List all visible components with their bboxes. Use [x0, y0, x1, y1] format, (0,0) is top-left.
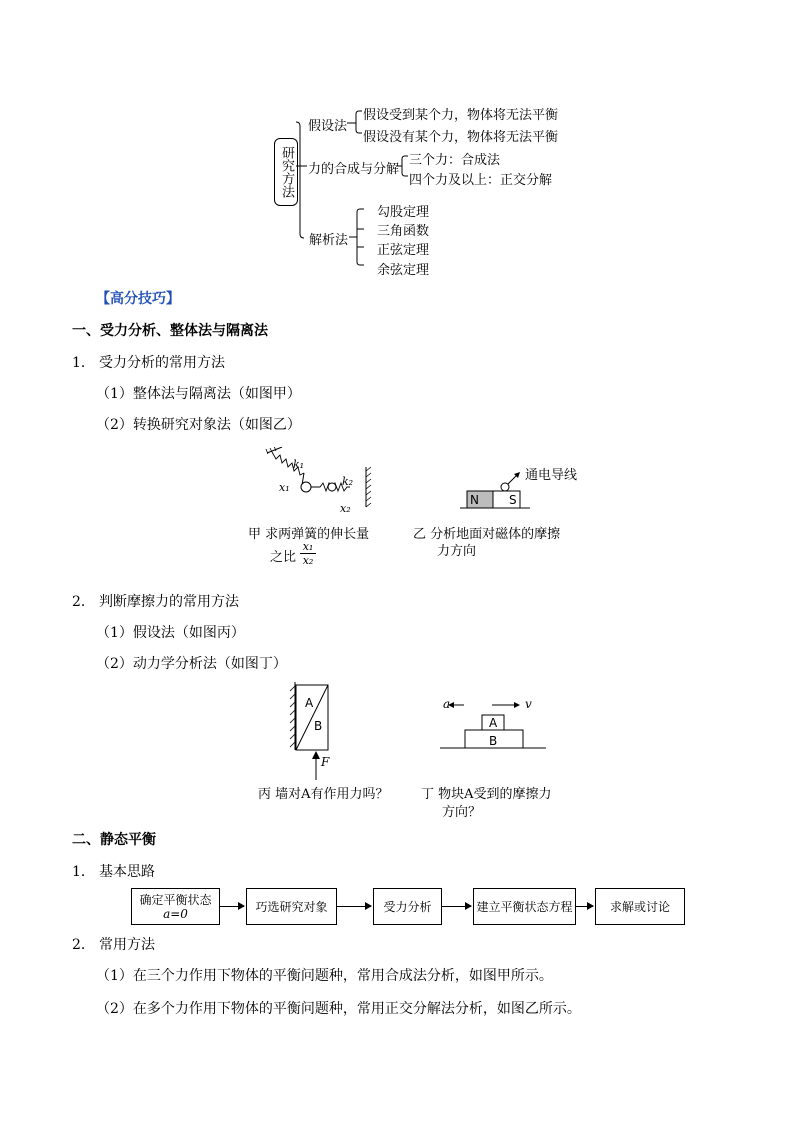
label-k2: k₂ [342, 475, 354, 488]
branch-item: 余弦定理 [377, 263, 430, 278]
magnet-n: N [470, 493, 479, 507]
branch-item: 三个力：合成法 [409, 153, 501, 168]
section1-sub3: （1）假设法（如图丙） [96, 625, 245, 641]
item-number: 1． [72, 864, 95, 880]
flow-step-4: 建立平衡状态方程 [473, 888, 576, 925]
section2-sub1: （1）在三个力作用下物体的平衡问题种，常用合成法分析，如图甲所示。 [96, 968, 553, 984]
tree-root: 研究方法 [274, 138, 298, 206]
branch-item: 三角函数 [377, 224, 430, 239]
branch-item: 假设受到某个力，物体将无法平衡 [363, 108, 559, 123]
label-x2: x₂ [340, 502, 351, 515]
item-text: 基本思路 [99, 864, 155, 880]
flow-step-2: 巧选研究对象 [246, 888, 337, 925]
section2-title: 二、静态平衡 [72, 832, 156, 848]
caption-yi: 乙 分析地面对磁体的摩擦 [413, 527, 561, 542]
label-x1: x₁ [279, 481, 290, 494]
section1-item2 [72, 591, 239, 611]
block-b-label: B [489, 734, 498, 748]
caption-jia: 甲 求两弹簧的伸长量 [248, 527, 370, 542]
stacked-blocks-diagram [440, 696, 570, 756]
section1-sub4: （2）动力学分析法（如图丁） [96, 656, 287, 672]
block-a-label: A [489, 716, 498, 730]
section1-item1 [72, 352, 225, 372]
item-text: 常用方法 [99, 937, 155, 953]
magnet-s: S [509, 493, 517, 507]
accel-a-label: a [443, 697, 451, 711]
caption-jia-2: 之比 [270, 550, 297, 565]
flow-arrow [442, 906, 471, 907]
section2-item1 [72, 861, 155, 881]
section2-item2 [72, 934, 155, 954]
item-text: 受力分析的常用方法 [99, 355, 225, 371]
flow-step-1 [131, 888, 220, 925]
item-text: 判断摩擦力的常用方法 [99, 594, 239, 610]
branch-item: 正弦定理 [377, 243, 430, 258]
section1-sub2: （2）转换研究对象法（如图乙） [96, 417, 301, 433]
force-f-label: F [321, 755, 330, 769]
flow-step-1-line1: 确定平衡状态 [139, 892, 212, 907]
ratio-fraction [300, 540, 316, 567]
tips-heading: 【高分技巧】 [96, 291, 180, 307]
branch-label-hypothesis: 假设法 [308, 119, 348, 134]
velocity-v-label: v [525, 697, 532, 711]
section2-sub2: （2）在多个力作用下物体的平衡问题种，常用正交分解法分析，如图乙所示。 [96, 1001, 581, 1017]
branch-item: 四个力及以上：正交分解 [409, 173, 553, 188]
frac-num: x₁ [300, 540, 316, 554]
flow-step-1-line2: a=0 [163, 906, 188, 921]
flow-arrow [220, 906, 244, 907]
caption-bing: 丙 墙对A有作用力吗？ [258, 787, 389, 802]
branch-label-analytic: 解析法 [309, 233, 349, 248]
label-k1: k₁ [293, 458, 305, 471]
section1-title: 一、受力分析、整体法与隔离法 [72, 323, 268, 339]
flow-arrow [576, 906, 593, 907]
caption-ding-2: 方向？ [442, 805, 482, 820]
section1-sub1: （1）整体法与隔离法（如图甲） [96, 386, 301, 402]
flow-step-3: 受力分析 [373, 888, 442, 925]
block-a-label: A [305, 696, 314, 710]
branch-item: 假设没有某个力，物体将无法平衡 [363, 130, 559, 145]
branch-item: 勾股定理 [377, 205, 430, 220]
branch-label-composition: 力的合成与分解 [308, 162, 400, 177]
wire-label: 通电导线 [525, 468, 578, 483]
caption-yi-2: 力方向 [437, 544, 477, 559]
flow-step-5: 求解或讨论 [595, 888, 685, 925]
item-number: 1． [72, 355, 95, 371]
caption-ding: 丁 物块A受到的摩擦力 [421, 787, 552, 802]
item-number: 2． [72, 937, 95, 953]
frac-den: x₂ [302, 554, 314, 567]
item-number: 2． [72, 594, 95, 610]
flow-arrow [337, 906, 371, 907]
block-b-label: B [314, 719, 323, 733]
